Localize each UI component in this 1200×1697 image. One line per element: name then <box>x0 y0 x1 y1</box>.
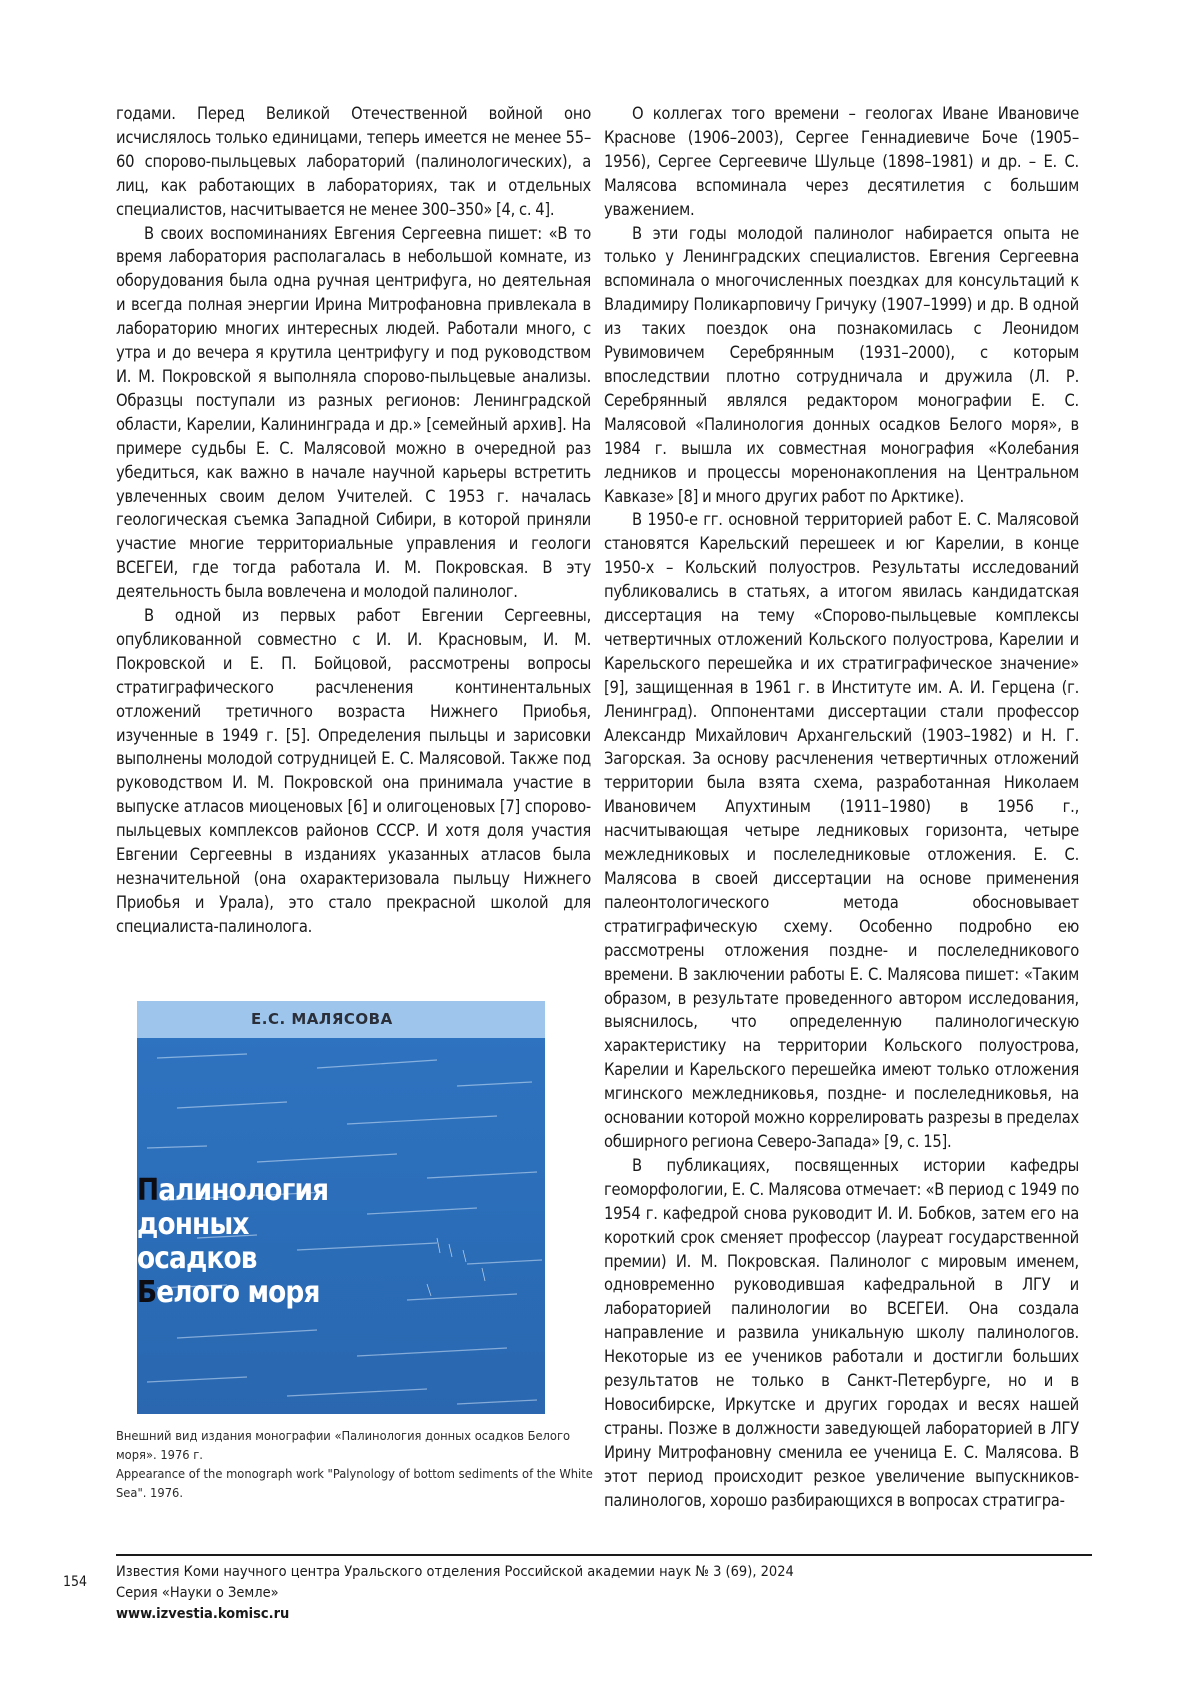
journal-title: Известия Коми научного центра Уральского отделения Российской академии наук № 3 (69), 2024 <box>116 1564 794 1580</box>
journal-website-link[interactable]: www.izvestia.komisc.ru <box>116 1606 290 1622</box>
footer-divider <box>116 1554 1092 1556</box>
cover-author: Е.С. МАЛЯСОВА <box>251 1010 393 1028</box>
figure-caption-en: Appearance of the monograph work "Palynology of bottom sediments of the White Sea". 1976. <box>116 1467 593 1501</box>
cover-title-line-4: Белого моря <box>137 1275 320 1310</box>
cover-title-line-2: донных <box>137 1207 249 1242</box>
book-cover-image <box>137 1001 545 1414</box>
paragraph: В 1950-е гг. основной территорией работ Е. С. Малясовой становятся Карельский перешеек и юг Карелии, в конце 1950-х – Кольский полуостров. Результаты исследований публиковались в статьях, а итогом явилась кандидатская диссертация на тему «Спорово-пыльцевые комплексы четвертичных отложений Кольского полуострова, Карелии и Карельского перешейка и их стратиграфическое значение» [9], защищенная в 1961 г. в Институте им. А. И. Герцена (г. Ленинград). Оппонентами диссертации стали профессор Александр Михайлович Архангельский (1903–1982) и Н. Г. Загорская. За основу расчленения четвертичных отложений территории была взята схема, разработанная Николаем Ивановичем Апухтиным (1911–1980) в 1956 г., насчитывающая четыре ледниковых горизонта, четыре межледниковых и послеледниковые отложения. Е. С. Малясова в своей диссертации на основе применения палеонтологического метода обосновывает стратиграфическую схему. Особенно подробно ею рассмотрены отложения поздне- и послеледникового времени. В заключении работы Е. С. Малясова пишет: «Таким образом, в результате проведенного автором исследования, выяснилось, что определенную палинологическую характеристику на территории Кольского полуострова, Карелии и Карельского перешейка имеют только отложения мгинского межледниковья, поздне- и послеледниковья, на основании которой можно коррелировать разрезы в пределах обширного региона Северо-Запада» [9, с. 15]. <box>604 510 1079 1151</box>
paragraph: О коллегах того времени – геологах Иване Ивановиче Краснове (1906–2003), Сергее Геннадиевиче Боче (1905–1956), Сергее Сергеевиче Шульце (1898–1981) и др. – Е. С. Малясова вспоминала через десятилетия с большим уважением. <box>604 104 1079 219</box>
paragraph: В публикациях, посвященных истории кафедры геоморфологии, Е. С. Малясова отмечает: «В период с 1949 по 1954 г. кафедрой снова руководит И. И. Бобков, затем его на короткий срок сменяет профессор (лауреат государственной премии) И. М. Покровская. Палинолог с мировым именем, одновременно руководившая кафедральной в ЛГУ и лабораторией палинологии во ВСЕГЕИ. Она создала направление и развила уникальную школу палинологов. Некоторые из ее учеников работали и достигли больших результатов не только в Санкт-Петербурге, но и в Новосибирске, Иркутске и других городах и весях нашей страны. Позже в должности заведующей лабораторией в ЛГУ Ирину Митрофановну сменила ее ученица Е. С. Малясова. В этот период происходит резкое увеличение выпускников-палинологов, хорошо разбирающихся в вопросах стратигра- <box>604 1155 1079 1510</box>
paragraph: В одной из первых работ Евгении Сергеевны, опубликованной совместно с И. И. Красновым, И. М. Покровской и Е. П. Бойцовой, рассмотрены вопросы стратиграфического расчленения континентальных отложений третичного возраста Нижнего Приобья, изученные в 1949 г. [5]. Определения пыльцы и зарисовки выполнены молодой сотрудницей Е. С. Малясовой. Также под руководством И. М. Покровской она принимала участие в выпуске атласов миоценовых [6] и олигоценовых [7] спорово-пыльцевых комплексов районов СССР. И хотя доля участия Евгении Сергеевны в изданиях указанных атласов была незначительной (она охарактеризовала пыльцу Нижнего Приобья и Урала), это стало прекрасной школой для специалиста-палинолога. <box>116 606 591 936</box>
cover-title-line-1: Палинология <box>137 1173 329 1208</box>
paragraph: годами. Перед Великой Отечественной войной оно исчислялось только единицами, теперь имеется не менее 55–60 спорово-пыльцевых лабораторий (палинологических), а лиц, как работающих в лабораториях, так и отдельных специалистов, насчитывается не менее 300–350» [4, с. 4]. <box>116 104 591 219</box>
paragraph: В своих воспоминаниях Евгения Сергеевна пишет: «В то время лаборатория располагалась в небольшой комнате, из оборудования была одна ручная центрифуга, но деятельная и всегда полная энергии Ирина Митрофановна привлекала в лабораторию многих интересных людей. Работали много, с утра и до вечера я крутила центрифугу и под руководством И. М. Покровской я выполняла спорово-пыльцевые анализы. Образцы поступали из разных регионов: Ленинградской области, Карелии, Калининграда и др.» [семейный архив]. На примере судьбы Е. С. Малясовой можно в очередной раз убедиться, как важно в начале научной карьеры встретить увлеченных своим делом Учителей. С 1953 г. началась геологическая съемка Западной Сибири, в которой приняли участие многие территориальные управления и геологи ВСЕГЕИ, где тогда работала И. М. Покровская. В эту деятельность была вовлечена и молодой палинолог. <box>116 223 591 602</box>
figure-caption-ru: Внешний вид издания монографии «Палинология донных осадков Белого моря». 1976 г. <box>116 1429 571 1463</box>
paragraph: В эти годы молодой палинолог набирается опыта не только у Ленинградских специалистов. Евгения Сергеевна вспоминала о многочисленных поездках для консультаций к Владимиру Поликарповичу Гричуку (1907–1999) и др. В одной из таких поездок она познакомилась с Леонидом Рувимовичем Серебрянным (1931–2000), с которым впоследствии плотно сотрудничала и дружила (Л. Р. Серебрянный являлся редактором монографии Е. С. Малясовой «Палинология донных осадков Белого моря», в 1984 г. вышла их совместная монография «Колебания ледников и процессы моренонакопления на Центральном Кавказе» [8] и много других работ по Арктике). <box>604 223 1079 506</box>
right-column <box>604 102 1079 1512</box>
journal-series: Серия «Науки о Земле» <box>116 1585 279 1601</box>
left-column <box>116 102 591 939</box>
page-number: 154 <box>63 1574 88 1590</box>
cover-title-line-3: осадков <box>137 1241 257 1276</box>
